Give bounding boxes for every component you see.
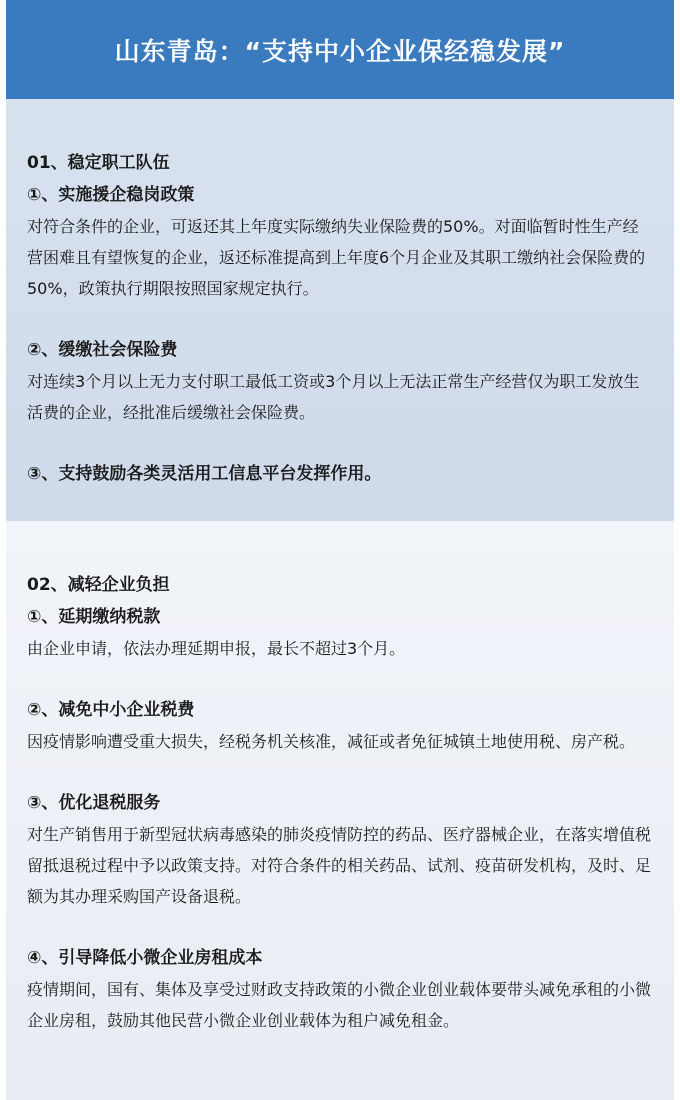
- policy-body: 由企业申请，依法办理延期申报，最长不超过3个月。: [27, 639, 406, 658]
- section-stabilize-workforce: [6, 99, 674, 521]
- policy-heading: ①、延期缴纳税款: [27, 607, 161, 627]
- section-reduce-burden: [6, 521, 674, 1100]
- section-title: 02、减轻企业负担: [27, 575, 170, 595]
- policy-heading: ②、缓缴社会保险费: [27, 340, 178, 360]
- policy-body: 因疫情影响遭受重大损失，经税务机关核准，减征或者免征城镇土地使用税、房产税。: [27, 732, 636, 751]
- page-title: 山东青岛：“支持中小企业保经稳发展”: [114, 36, 566, 66]
- policy-heading: ③、优化退税服务: [27, 793, 161, 813]
- policy-heading: ③、支持鼓励各类灵活用工信息平台发挥作用。: [27, 464, 382, 484]
- policy-heading: ②、减免中小企业税费: [27, 700, 195, 720]
- policy-body: 对生产销售用于新型冠状病毒感染的肺炎疫情防控的药品、医疗器械企业，在落实增值税留抵退税过程中予以政策支持。对符合条件的相关药品、试剂、疫苗研发机构，及时、足额为其办理采购国产设备退税。: [27, 825, 652, 906]
- section-title: 01、稳定职工队伍: [27, 153, 170, 173]
- policy-heading: ④、引导降低小微企业房租成本: [27, 948, 263, 968]
- policy-body: 对符合条件的企业，可返还其上年度实际缴纳失业保险费的50%。对面临暂时性生产经营困难且有望恢复的企业，返还标准提高到上年度6个月企业及其职工缴纳社会保险费的50%，政策执行期限按照国家规定执行。: [27, 217, 646, 298]
- policy-body: 疫情期间，国有、集体及享受过财政支持政策的小微企业创业载体要带头减免承租的小微企业房租，鼓励其他民营小微企业创业载体为租户减免租金。: [27, 980, 652, 1030]
- policy-body: 对连续3个月以上无力支付职工最低工资或3个月以上无法正常生产经营仅为职工发放生活费的企业，经批准后缓缴社会保险费。: [27, 372, 640, 422]
- policy-heading: ①、实施援企稳岗政策: [27, 185, 195, 205]
- title-banner: [6, 0, 674, 99]
